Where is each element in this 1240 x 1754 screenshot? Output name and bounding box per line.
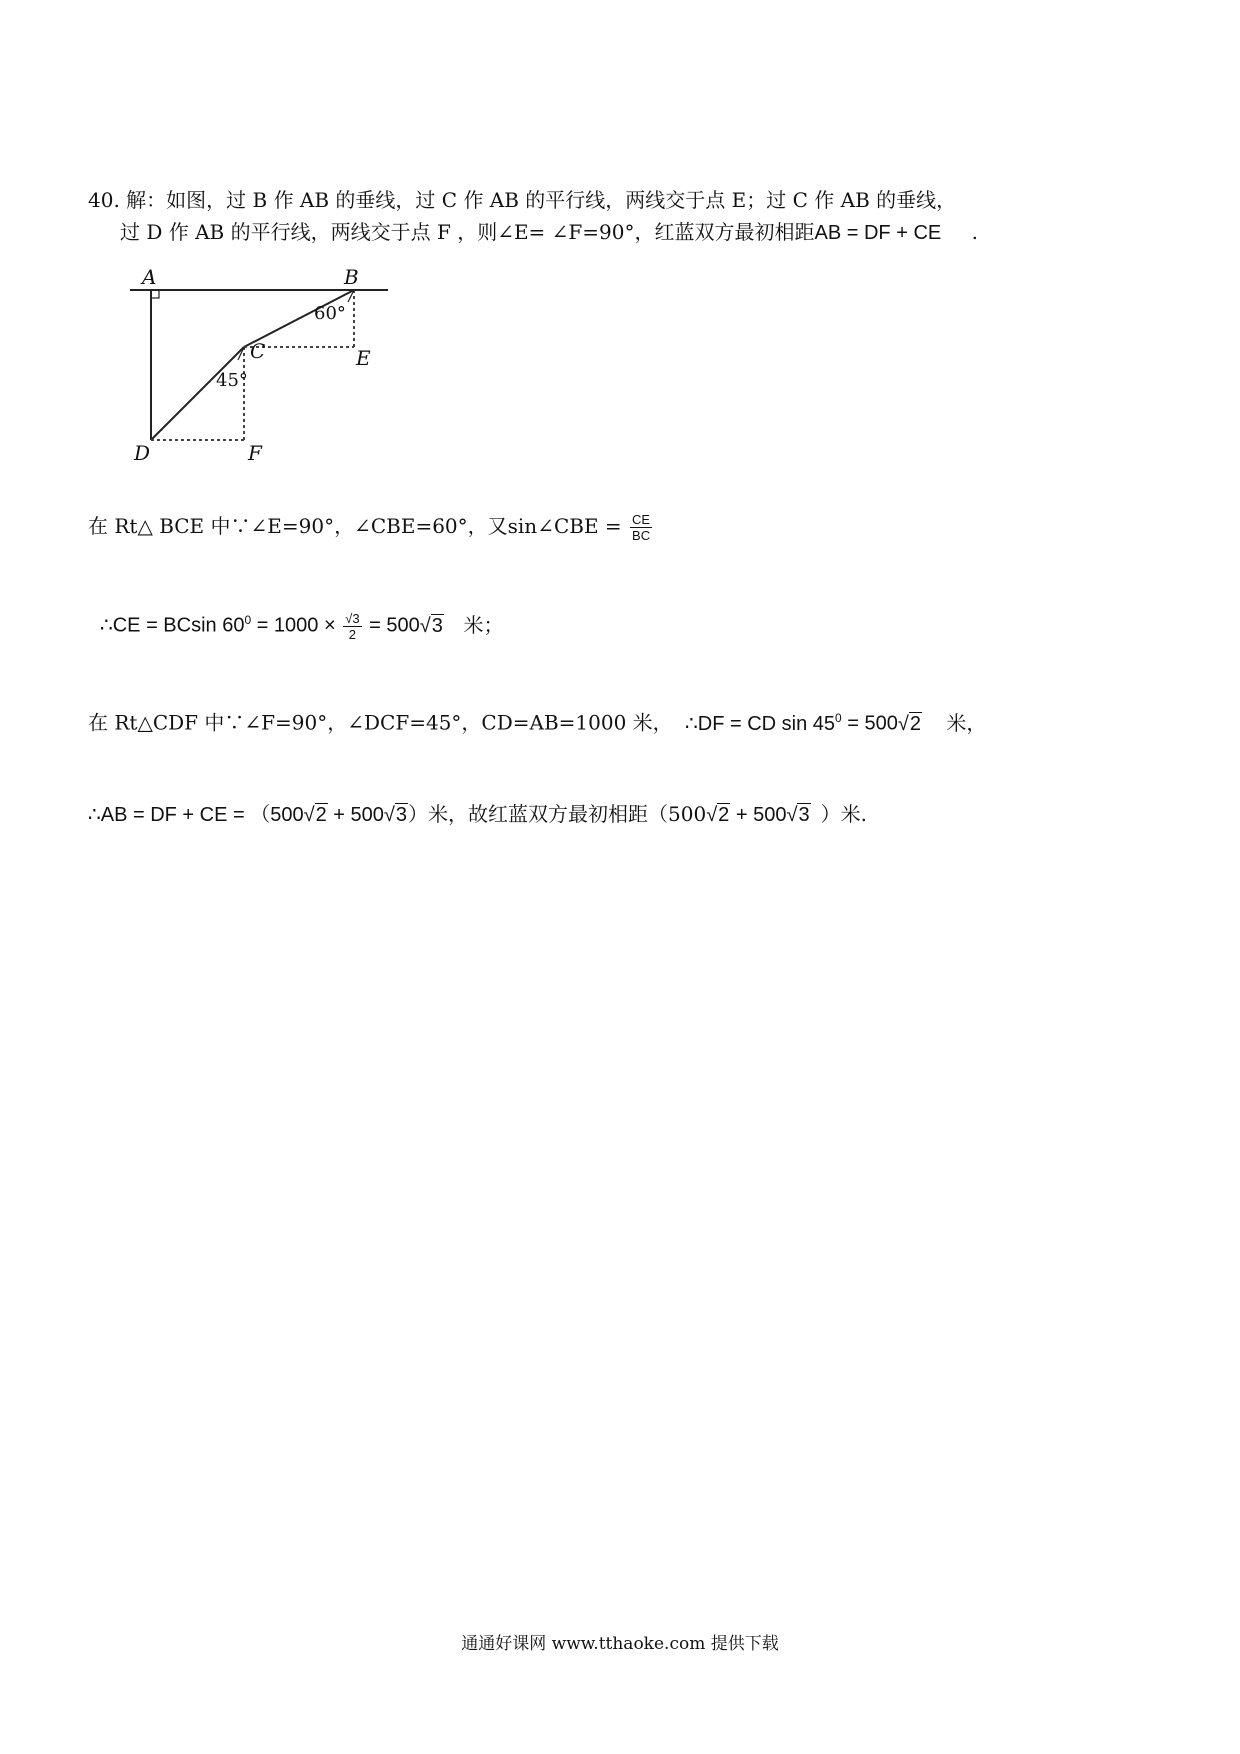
angle-45-label: 45° xyxy=(216,370,248,391)
step-4 xyxy=(88,800,867,829)
ce-formula-mid: = 1000 × xyxy=(251,614,336,637)
plus-term: + 500 xyxy=(327,804,384,826)
label-d: D xyxy=(134,441,151,464)
sqrt-2: √2 xyxy=(897,712,922,735)
geometry-figure xyxy=(126,264,416,464)
conclusion-text: ）米，故红蓝双方最初相距（500 xyxy=(408,802,707,826)
period: . xyxy=(971,220,978,244)
sin-fraction xyxy=(630,512,652,543)
df-formula-lead: ∴DF = CD sin 45 xyxy=(685,712,836,735)
step-1 xyxy=(88,512,654,543)
sqrt3-over-2 xyxy=(343,611,361,642)
solution-conditions: 过 D 作 AB 的平行线，两线交于点 F ，则∠E= ∠F=90°，红蓝双方最初相距 xyxy=(120,220,815,244)
unit-meter: 米； xyxy=(463,612,504,637)
df-result: = 500 xyxy=(841,712,898,735)
fraction-numerator: CE xyxy=(632,512,651,527)
degree-sup: 0 xyxy=(244,613,252,627)
radicand: 3 xyxy=(431,614,443,637)
radicand: 3 xyxy=(395,804,407,826)
radicand: 2 xyxy=(315,804,327,826)
sqrt-2: √2 xyxy=(303,804,327,826)
sqrt-3: √3 xyxy=(383,804,407,826)
label-e: E xyxy=(356,346,371,370)
unit-meter: 米， xyxy=(946,710,987,735)
segment-cd xyxy=(151,347,244,440)
ce-result: = 500 xyxy=(363,614,420,637)
label-a: A xyxy=(142,265,157,289)
step-3-text: 在 Rt△CDF 中∵∠F=90°，∠DCF=45°，CD=AB=1000 米， xyxy=(88,710,673,735)
solution-intro: 40. 解：如图，过 B 作 AB 的垂线，过 C 作 AB 的平行线，两线交于点 E；过 C 作 AB 的垂线， xyxy=(88,188,957,212)
solution-line-2 xyxy=(120,218,978,247)
right-angle-mark xyxy=(151,290,159,298)
fraction-denominator: BC xyxy=(632,528,651,543)
sqrt-3: √3 xyxy=(419,614,443,637)
solution-line-1 xyxy=(88,186,956,214)
label-c: C xyxy=(250,339,266,363)
label-f: F xyxy=(248,441,262,464)
radicand: 2 xyxy=(718,804,730,826)
sqrt-3: √3 xyxy=(786,804,810,826)
step-1-text: 在 Rt△ BCE 中∵∠E=90°，∠CBE=60°，又sin∠CBE = xyxy=(88,514,622,538)
fraction-denominator: 2 xyxy=(348,626,357,642)
degree-sup: 0 xyxy=(835,711,842,725)
radicand: 2 xyxy=(909,712,922,735)
fraction-numerator: √3 xyxy=(345,610,360,626)
angle-60-label: 60° xyxy=(314,303,346,324)
ce-formula-lead: ∴CE = BCsin 60 xyxy=(100,614,245,637)
step-2 xyxy=(100,606,503,642)
label-b: B xyxy=(344,265,359,289)
conclusion-end: ）米. xyxy=(820,802,867,826)
radicand: 3 xyxy=(798,804,810,826)
ab-formula-lead: ∴AB = DF + CE = （500 xyxy=(88,804,304,826)
plus-term: + 500 xyxy=(730,804,787,826)
sqrt-2: √2 xyxy=(706,804,730,826)
distance-equation: AB = DF + CE xyxy=(814,222,942,244)
step-3 xyxy=(88,704,986,738)
page-footer: 通通好课网 www.tthaoke.com 提供下载 xyxy=(461,1634,779,1654)
